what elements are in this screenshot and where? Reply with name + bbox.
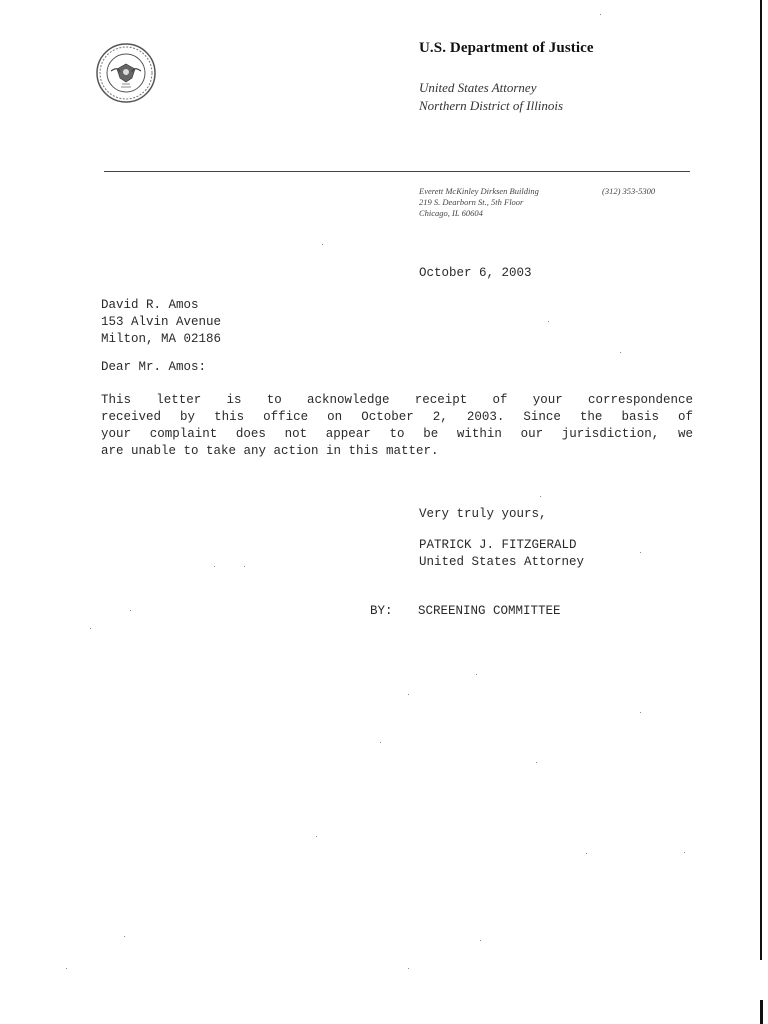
- address-line-1: Everett McKinley Dirksen Building: [419, 186, 539, 196]
- closing: Very truly yours,: [419, 507, 547, 521]
- address-line-2: 219 S. Dearborn St., 5th Floor: [419, 197, 524, 207]
- scan-speck: [66, 968, 67, 969]
- body-line-4: are unable to take any action in this matter.: [101, 444, 439, 458]
- scan-speck: [244, 566, 245, 567]
- scan-edge: [760, 0, 762, 960]
- recipient-city: Milton, MA 02186: [101, 332, 222, 346]
- scan-speck: [540, 496, 541, 497]
- scan-speck: [316, 836, 317, 837]
- scan-speck: [124, 936, 125, 937]
- by-line: [370, 604, 561, 618]
- letter-date: October 6, 2003: [419, 266, 532, 280]
- recipient-name: David R. Amos: [101, 298, 199, 312]
- address-line-3: Chicago, IL 60604: [419, 208, 483, 218]
- scan-speck: [408, 968, 409, 969]
- office-phone: (312) 353-5300: [602, 186, 656, 196]
- signature-block: [419, 537, 584, 571]
- body-line-3: your complaint does not appear to be within our jurisdiction, we: [101, 427, 693, 441]
- scan-speck: [380, 742, 381, 743]
- scan-speck: [620, 352, 621, 353]
- by-label: BY:: [370, 604, 393, 618]
- scan-speck: [548, 321, 549, 322]
- scan-edge-lower: [760, 1000, 763, 1024]
- signer-title: United States Attorney: [419, 555, 585, 569]
- header-divider: [104, 171, 690, 172]
- department-name: U.S. Department of Justice: [419, 40, 594, 56]
- letter-body: [101, 392, 693, 460]
- scan-speck: [480, 940, 481, 941]
- body-line-1: This letter is to acknowledge receipt of your correspondence: [101, 393, 693, 407]
- scan-speck: [408, 694, 409, 695]
- scan-speck: [214, 566, 215, 567]
- office-line-1: United States Attorney: [419, 80, 537, 95]
- scan-speck: [684, 852, 685, 853]
- scan-speck: [130, 610, 131, 611]
- by-value: SCREENING COMMITTEE: [418, 604, 561, 618]
- scan-speck: [476, 674, 477, 675]
- office-name: [419, 79, 594, 115]
- scan-speck: [586, 853, 587, 854]
- recipient-address: [101, 297, 221, 348]
- scan-speck: [640, 552, 641, 553]
- scan-speck: [536, 762, 537, 763]
- office-line-2: Northern District of Illinois: [419, 98, 564, 113]
- recipient-street: 153 Alvin Avenue: [101, 315, 222, 329]
- salutation: Dear Mr. Amos:: [101, 360, 207, 374]
- office-address: [419, 186, 539, 219]
- scan-speck: [640, 712, 641, 713]
- scan-speck: [322, 244, 323, 245]
- doj-seal-icon: [95, 42, 157, 104]
- scan-speck: [600, 14, 601, 15]
- scan-speck: [90, 628, 91, 629]
- letterhead: [419, 40, 594, 115]
- body-line-2: received by this office on October 2, 2003. Since the basis of: [101, 410, 693, 424]
- signer-name: PATRICK J. FITZGERALD: [419, 538, 577, 552]
